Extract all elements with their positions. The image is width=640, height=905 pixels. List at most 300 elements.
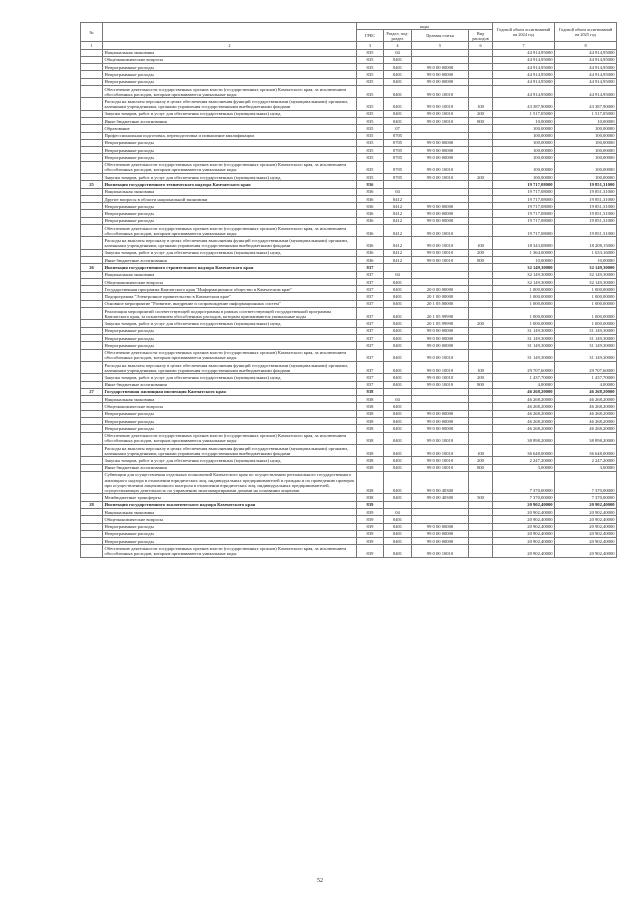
header-vid: Вид расходов [469, 30, 493, 42]
row-amount-2024: 46 268,20000 [493, 425, 555, 432]
header-index-cell: 5 [412, 42, 469, 49]
row-amount-2025: 100,00000 [555, 139, 617, 146]
row-amount-2025: 4,00000 [555, 381, 617, 388]
row-celevaya: 99 0 00 00000 [412, 64, 469, 71]
table-row [81, 361, 617, 373]
row-amount-2024: 20 902,40000 [493, 545, 555, 557]
row-celevaya: 99 0 00 10010 [412, 374, 469, 381]
row-grbs: 837 [357, 374, 384, 381]
table-row [81, 300, 617, 307]
row-razdel: 0401 [384, 342, 412, 349]
row-vid [469, 71, 493, 78]
table-row [81, 286, 617, 293]
row-razdel: 0412 [384, 257, 412, 264]
row-amount-2024: 19 717,08000 [493, 203, 555, 210]
row-amount-2024: 44 914,95000 [493, 71, 555, 78]
row-grbs: 838 [357, 425, 384, 432]
row-amount-2025: 10,00000 [555, 118, 617, 125]
row-vid [469, 293, 493, 300]
row-grbs: 838 [357, 494, 384, 501]
row-amount-2025: 3,00000 [555, 464, 617, 471]
row-name: Инспекция государственного технического надзора Камчатского края [103, 181, 357, 188]
row-name: Иные бюджетные ассигнования [103, 464, 357, 471]
row-vid [469, 264, 493, 271]
row-number [81, 278, 103, 285]
row-vid [469, 85, 493, 97]
row-name: Инспекция государственного строительного надзора Камчатского края [103, 264, 357, 271]
row-number [81, 320, 103, 327]
row-amount-2024: 100,00000 [493, 125, 555, 132]
page-number: 52 [317, 878, 323, 884]
row-amount-2025: 1 000,00000 [555, 300, 617, 307]
row-number [81, 203, 103, 210]
row-razdel [384, 181, 412, 188]
row-grbs: 837 [357, 381, 384, 388]
row-vid [469, 342, 493, 349]
row-amount-2025: 31 149,30000 [555, 327, 617, 334]
row-amount-2025: 44 914,95000 [555, 64, 617, 71]
table-row [81, 195, 617, 202]
row-number [81, 457, 103, 464]
row-name: Непрограммные расходы [103, 425, 357, 432]
row-name: Государственная жилищная инспекция Камчатского края [103, 388, 357, 395]
row-grbs: 837 [357, 278, 384, 285]
row-celevaya: 99 0 00 00000 [412, 139, 469, 146]
table-row [81, 432, 617, 444]
table-row [81, 203, 617, 210]
row-amount-2025: 20 902,40000 [555, 545, 617, 557]
row-grbs: 836 [357, 257, 384, 264]
row-amount-2025: 44 914,95000 [555, 56, 617, 63]
row-name: Общеэкономические вопросы [103, 403, 357, 410]
table-row [81, 501, 617, 508]
table-row [81, 545, 617, 557]
row-celevaya [412, 516, 469, 523]
row-amount-2025: 100,00000 [555, 125, 617, 132]
row-amount-2025: 20 902,40000 [555, 501, 617, 508]
row-name: Расходы на выплаты персоналу в целях обеспечения выполнения функций государственными (муниципальными) органами, казенными учреждениями, органами управления государственными внебюджетными фондами [103, 98, 357, 110]
row-grbs: 836 [357, 195, 384, 202]
row-grbs: 836 [357, 249, 384, 256]
row-number [81, 64, 103, 71]
row-razdel: 0412 [384, 217, 412, 224]
row-celevaya: 99 0 00 10010 [412, 161, 469, 173]
row-grbs: 836 [357, 217, 384, 224]
row-name: Непрограммные расходы [103, 334, 357, 341]
row-grbs: 835 [357, 132, 384, 139]
row-vid [469, 327, 493, 334]
row-celevaya: 99 0 00 10010 [412, 457, 469, 464]
row-grbs: 837 [357, 349, 384, 361]
row-amount-2024: 31 149,30000 [493, 342, 555, 349]
row-celevaya: 99 0 00 00000 [412, 417, 469, 424]
row-razdel: 0705 [384, 174, 412, 181]
row-celevaya: 99 0 00 00000 [412, 342, 469, 349]
row-number [81, 545, 103, 557]
row-vid [469, 271, 493, 278]
header-codes: коды [357, 23, 493, 30]
table-row [81, 403, 617, 410]
table-row [81, 308, 617, 320]
table-row [81, 278, 617, 285]
table-row [81, 444, 617, 456]
row-name: Обеспечение деятельности государственных органов власти (государственных органов) Камчатского края, за исключением обособленных расходов, которым присваиваются уникальные коды [103, 545, 357, 557]
table-row [81, 388, 617, 395]
row-razdel: 0401 [384, 457, 412, 464]
row-name: Расходы на выплаты персоналу в целях обеспечения выполнения функций государственными (муниципальными) органами, казенными учреждениями, органами управления государственными внебюджетными фондами [103, 361, 357, 373]
row-grbs: 835 [357, 98, 384, 110]
row-number [81, 132, 103, 139]
row-number [81, 444, 103, 456]
table-row [81, 174, 617, 181]
row-name: Непрограммные расходы [103, 78, 357, 85]
row-amount-2024: 44 914,95000 [493, 49, 555, 56]
row-celevaya [412, 195, 469, 202]
row-razdel: 0401 [384, 308, 412, 320]
row-razdel: 0401 [384, 110, 412, 117]
row-grbs: 837 [357, 293, 384, 300]
table-row [81, 410, 617, 417]
row-amount-2025: 44 914,95000 [555, 78, 617, 85]
table-row [81, 374, 617, 381]
table-row [81, 132, 617, 139]
row-grbs: 837 [357, 342, 384, 349]
row-amount-2024: 100,00000 [493, 132, 555, 139]
row-number [81, 71, 103, 78]
row-amount-2024: 43 387,90000 [493, 98, 555, 110]
row-name: Иные бюджетные ассигнования [103, 118, 357, 125]
row-amount-2024: 46 268,20000 [493, 403, 555, 410]
row-vid: 200 [469, 457, 493, 464]
row-razdel: 0401 [384, 464, 412, 471]
row-name: Национальная экономика [103, 271, 357, 278]
row-amount-2025: 1 000,00000 [555, 293, 617, 300]
row-razdel: 0705 [384, 139, 412, 146]
row-razdel: 04 [384, 508, 412, 515]
row-name: Иные бюджетные ассигнования [103, 381, 357, 388]
row-razdel: 0401 [384, 444, 412, 456]
header-row-1 [81, 23, 617, 30]
row-amount-2024: 100,00000 [493, 154, 555, 161]
table-row [81, 139, 617, 146]
table-row [81, 264, 617, 271]
row-number [81, 334, 103, 341]
row-celevaya [412, 388, 469, 395]
row-celevaya [412, 264, 469, 271]
row-vid [469, 188, 493, 195]
row-grbs: 837 [357, 361, 384, 373]
table-row [81, 188, 617, 195]
row-name: Непрограммные расходы [103, 203, 357, 210]
row-amount-2025: 20 902,40000 [555, 516, 617, 523]
row-amount-2024: 7 370,00000 [493, 471, 555, 494]
row-number [81, 188, 103, 195]
row-name: Непрограммные расходы [103, 417, 357, 424]
row-name: Государственная программа Камчатского края "Информационное общество в Камчатском крае" [103, 286, 357, 293]
row-vid: 200 [469, 249, 493, 256]
table-row [81, 64, 617, 71]
row-amount-2025: 19 851,31000 [555, 210, 617, 217]
row-amount-2025: 7 370,00000 [555, 494, 617, 501]
row-amount-2025: 46 268,20000 [555, 425, 617, 432]
row-celevaya: 99 0 00 00000 [412, 147, 469, 154]
row-razdel: 0401 [384, 471, 412, 494]
row-razdel: 0401 [384, 293, 412, 300]
row-vid [469, 349, 493, 361]
row-number [81, 530, 103, 537]
row-vid [469, 396, 493, 403]
row-name: Расходы на выплаты персоналу в целях обеспечения выполнения функций государственными (муниципальными) органами, казенными учреждениями, органами управления государственными внебюджетными фондами [103, 444, 357, 456]
row-amount-2024: 100,00000 [493, 161, 555, 173]
row-grbs: 835 [357, 49, 384, 56]
row-amount-2024: 20 902,40000 [493, 508, 555, 515]
row-name: Непрограммные расходы [103, 327, 357, 334]
row-number [81, 508, 103, 515]
row-name: Общеэкономические вопросы [103, 278, 357, 285]
row-razdel: 0412 [384, 225, 412, 237]
table-row [81, 271, 617, 278]
row-grbs: 836 [357, 188, 384, 195]
row-amount-2025: 10,00000 [555, 257, 617, 264]
row-grbs: 837 [357, 286, 384, 293]
row-amount-2025: 2 247,20000 [555, 457, 617, 464]
row-name: Непрограммные расходы [103, 530, 357, 537]
row-number [81, 410, 103, 417]
row-amount-2024: 20 902,40000 [493, 516, 555, 523]
row-celevaya [412, 271, 469, 278]
row-grbs: 839 [357, 538, 384, 545]
row-vid [469, 161, 493, 173]
row-razdel: 0401 [384, 361, 412, 373]
row-number [81, 78, 103, 85]
row-amount-2025: 38 898,20000 [555, 432, 617, 444]
row-vid [469, 181, 493, 188]
row-number [81, 464, 103, 471]
row-razdel: 07 [384, 125, 412, 132]
row-vid: 500 [469, 494, 493, 501]
row-amount-2024: 10,00000 [493, 118, 555, 125]
row-celevaya: 99 0 00 10010 [412, 225, 469, 237]
row-number [81, 300, 103, 307]
row-vid [469, 417, 493, 424]
row-celevaya [412, 508, 469, 515]
row-name: Непрограммные расходы [103, 147, 357, 154]
header-index-cell: 1 [81, 42, 103, 49]
row-celevaya: 99 0 00 10010 [412, 98, 469, 110]
row-name: Закупка товаров, работ и услуг для обеспечения государственных (муниципальных) нужд [103, 174, 357, 181]
row-celevaya: 99 0 00 10010 [412, 85, 469, 97]
row-amount-2025: 100,00000 [555, 161, 617, 173]
table-row [81, 342, 617, 349]
row-number [81, 494, 103, 501]
row-vid [469, 195, 493, 202]
row-vid [469, 225, 493, 237]
row-amount-2025: 46 268,20000 [555, 403, 617, 410]
row-number [81, 516, 103, 523]
row-name: Обеспечение деятельности государственных органов власти (государственных органов) Камчатского края, за исключением обособленных расходов, которым присваиваются уникальные коды [103, 225, 357, 237]
row-razdel: 0412 [384, 249, 412, 256]
row-name: Обеспечение деятельности государственных органов власти (государственных органов) Камчатского края, за исключением обособленных расходов, которым присваиваются уникальные коды [103, 85, 357, 97]
row-razdel: 04 [384, 271, 412, 278]
row-celevaya: 99 0 00 00000 [412, 203, 469, 210]
row-name: Реализация мероприятий соответствующей подпрограммы в рамках соответствующей государственной программы Камчатского края, за исключением обособленных расходов, которым присваиваются уникальные коды [103, 308, 357, 320]
row-razdel: 0401 [384, 278, 412, 285]
row-name: Непрограммные расходы [103, 64, 357, 71]
row-amount-2024: 46 268,20000 [493, 417, 555, 424]
row-grbs: 839 [357, 523, 384, 530]
row-amount-2024: 20 902,40000 [493, 501, 555, 508]
table-row [81, 538, 617, 545]
row-vid [469, 56, 493, 63]
row-number [81, 237, 103, 249]
row-name: Подпрограмма "Электронное правительство в Камчатском крае" [103, 293, 357, 300]
row-amount-2024: 1 000,00000 [493, 286, 555, 293]
header-num: № [81, 23, 103, 42]
row-grbs: 839 [357, 508, 384, 515]
header-index-cell: 4 [384, 42, 412, 49]
row-grbs: 836 [357, 181, 384, 188]
row-amount-2025: 1 437,70000 [555, 374, 617, 381]
row-razdel: 0401 [384, 523, 412, 530]
row-name: Непрограммные расходы [103, 217, 357, 224]
row-amount-2025: 19 851,31000 [555, 181, 617, 188]
row-amount-2025: 19 851,31000 [555, 217, 617, 224]
row-name: Национальная экономика [103, 49, 357, 56]
row-vid [469, 210, 493, 217]
row-razdel: 0401 [384, 494, 412, 501]
row-grbs: 835 [357, 64, 384, 71]
row-celevaya [412, 188, 469, 195]
row-grbs: 837 [357, 334, 384, 341]
row-amount-2025: 20 902,40000 [555, 523, 617, 530]
row-grbs: 835 [357, 161, 384, 173]
row-vid [469, 300, 493, 307]
row-celevaya: 99 0 00 00000 [412, 334, 469, 341]
row-amount-2024: 100,00000 [493, 174, 555, 181]
row-grbs: 837 [357, 320, 384, 327]
row-celevaya: 99 0 00 10010 [412, 257, 469, 264]
row-amount-2024: 1 000,00000 [493, 308, 555, 320]
row-razdel: 04 [384, 188, 412, 195]
row-celevaya: 99 0 00 00000 [412, 523, 469, 530]
row-name: Образование [103, 125, 357, 132]
row-amount-2024: 29 707,60000 [493, 361, 555, 373]
row-vid: 100 [469, 237, 493, 249]
row-celevaya: 99 0 00 10010 [412, 432, 469, 444]
row-vid [469, 278, 493, 285]
header-name [103, 23, 357, 42]
table-row [81, 98, 617, 110]
table-row [81, 523, 617, 530]
row-number [81, 374, 103, 381]
row-razdel: 0412 [384, 210, 412, 217]
row-vid [469, 471, 493, 494]
row-amount-2024: 19 717,08000 [493, 217, 555, 224]
header-2025: Годовой объем ассигнований на 2025 год [555, 23, 617, 42]
row-number [81, 349, 103, 361]
row-name: Общеэкономические вопросы [103, 516, 357, 523]
row-amount-2024: 1 437,70000 [493, 374, 555, 381]
row-grbs: 838 [357, 444, 384, 456]
row-number [81, 118, 103, 125]
row-vid [469, 154, 493, 161]
row-vid [469, 410, 493, 417]
header-index-cell: 8 [555, 42, 617, 49]
row-name: Обеспечение деятельности государственных органов власти (государственных органов) Камчатского края, за исключением обособленных расходов, которым присваиваются уникальные коды [103, 432, 357, 444]
row-vid [469, 308, 493, 320]
row-name: Закупка товаров, работ и услуг для обеспечения государственных (муниципальных) нужд [103, 374, 357, 381]
row-amount-2024: 7 370,00000 [493, 494, 555, 501]
row-name: Закупка товаров, работ и услуг для обеспечения государственных (муниципальных) нужд [103, 249, 357, 256]
row-vid [469, 501, 493, 508]
table-row [81, 49, 617, 56]
row-amount-2025: 29 707,60000 [555, 361, 617, 373]
row-amount-2025: 19 851,31000 [555, 203, 617, 210]
table-row [81, 78, 617, 85]
row-name: Национальная экономика [103, 396, 357, 403]
row-number [81, 327, 103, 334]
row-amount-2024: 20 902,40000 [493, 523, 555, 530]
row-amount-2024: 10,00000 [493, 257, 555, 264]
row-name: Непрограммные расходы [103, 342, 357, 349]
row-celevaya: 99 0 00 00000 [412, 410, 469, 417]
row-amount-2024: 1 364,00000 [493, 249, 555, 256]
row-razdel: 04 [384, 396, 412, 403]
row-amount-2024: 44 914,95000 [493, 56, 555, 63]
row-razdel: 0401 [384, 286, 412, 293]
row-name: Основное мероприятие "Развитие, внедрение и сопровождение информационных систем" [103, 300, 357, 307]
row-vid: 100 [469, 98, 493, 110]
row-number [81, 342, 103, 349]
row-razdel: 0401 [384, 56, 412, 63]
row-amount-2025: 46 268,20000 [555, 388, 617, 395]
row-amount-2024: 32 149,30000 [493, 278, 555, 285]
row-amount-2025: 44 914,95000 [555, 49, 617, 56]
row-vid [469, 132, 493, 139]
row-amount-2025: 100,00000 [555, 174, 617, 181]
row-amount-2024: 19 717,08000 [493, 181, 555, 188]
row-amount-2024: 2 247,20000 [493, 457, 555, 464]
table-row [81, 494, 617, 501]
row-razdel [384, 264, 412, 271]
row-vid: 200 [469, 320, 493, 327]
row-celevaya: 99 0 00 00000 [412, 425, 469, 432]
table-row [81, 118, 617, 125]
row-vid: 200 [469, 110, 493, 117]
row-amount-2025: 1 633,16000 [555, 249, 617, 256]
row-amount-2024: 3,00000 [493, 464, 555, 471]
row-grbs: 835 [357, 125, 384, 132]
row-amount-2025: 46 268,20000 [555, 396, 617, 403]
row-grbs: 837 [357, 271, 384, 278]
table-row [81, 293, 617, 300]
row-razdel: 0412 [384, 195, 412, 202]
table-row [81, 464, 617, 471]
row-number: 26 [81, 264, 103, 271]
row-vid [469, 388, 493, 395]
row-celevaya: 99 0 00 00000 [412, 210, 469, 217]
row-grbs: 835 [357, 118, 384, 125]
row-grbs: 838 [357, 457, 384, 464]
row-amount-2025: 7 370,00000 [555, 471, 617, 494]
row-celevaya: 20 1 05 99990 [412, 308, 469, 320]
row-vid [469, 203, 493, 210]
row-vid [469, 78, 493, 85]
row-grbs: 838 [357, 471, 384, 494]
row-number [81, 249, 103, 256]
row-number [81, 147, 103, 154]
row-vid [469, 49, 493, 56]
